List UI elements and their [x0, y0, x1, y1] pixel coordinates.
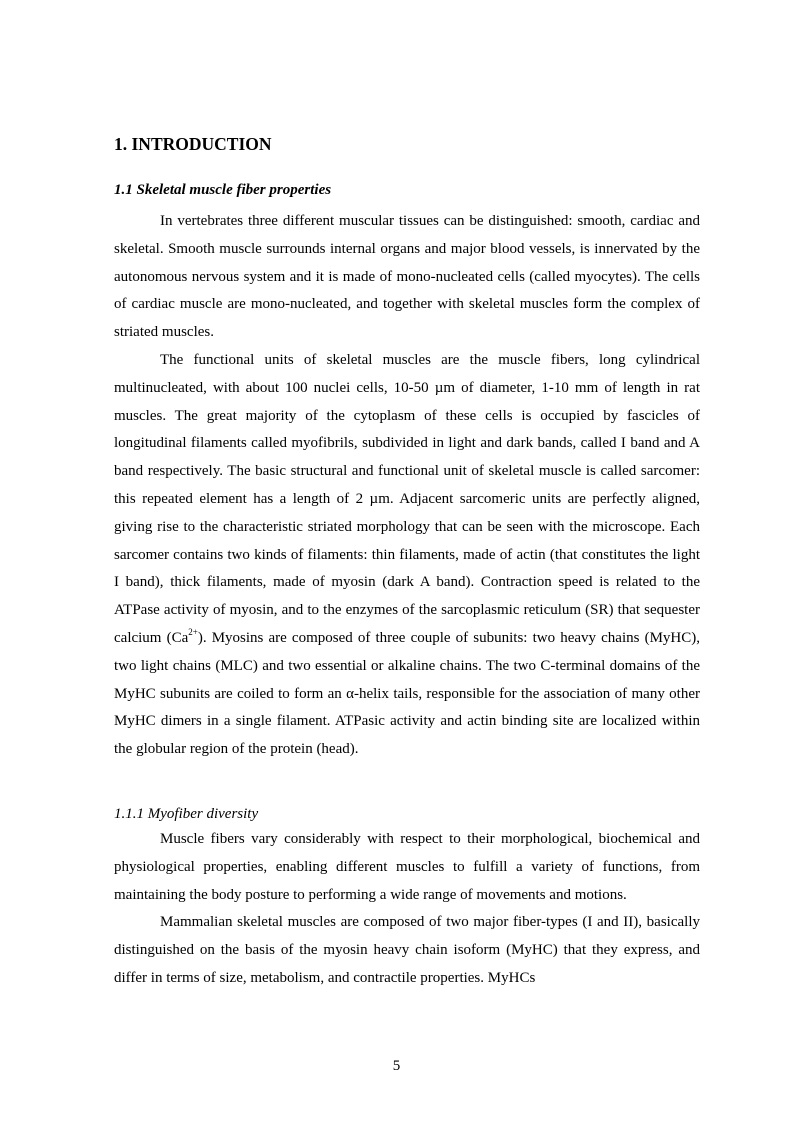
subsection-heading: 1.1.1 Myofiber diversity — [114, 805, 259, 822]
paragraph-tissues: In vertebrates three different muscular tissues can be distinguished: smooth, cardiac and skeletal. Smooth muscle surrounds internal organs and major blood vessels, is innervated by the autonomous nervous system and it is made of mono-nucleated cells (called myocytes). The cells of cardiac muscle are mono-nucleated, and together with skeletal muscles form the complex of striated muscles. — [114, 213, 700, 341]
paragraph-fibers-tail: ). Myosins are composed of three couple of subunits: two heavy chains (MyHC), two light chains (MLC) and two essential or alkaline chains. The two C-terminal domains of the MyHC subunits are coiled to form an α-helix tails, responsible for the association of many other MyHC dimers in a single filament. ATPasic activity and actin binding site are localized within the globular region of the protein (head). — [114, 629, 700, 758]
paragraph-fibers — [114, 347, 700, 764]
paragraph-fiber-types: Mammalian skeletal muscles are composed of two major fiber-types (I and II), basically distinguished on the basis of the myosin heavy chain isoform (MyHC) that they express, and differ in terms of size, metabolism, and contractile properties. MyHCs — [114, 914, 700, 986]
calcium-superscript: 2+ — [188, 626, 198, 637]
paragraph-diversity: Muscle fibers vary considerably with respect to their morphological, biochemical and physiological properties, enabling different muscles to fulfill a variety of functions, from maintaining the body posture to performing a wide range of movements and motions. — [114, 830, 700, 903]
chapter-heading: 1. INTRODUCTION — [114, 134, 272, 154]
page-number: 5 — [392, 1058, 401, 1074]
paragraph-fibers-text: The functional units of skeletal muscles are the muscle fibers, long cylindrical multinucleated, with about 100 nuclei cells, 10-50 µm of diameter, 1-10 mm of length in rat muscles. The great majority of the cytoplasm of these cells is occupied by fascicles of longitudinal filaments called myofibrils, subdivided in light and dark bands, called I band and A band respectively. The basic structural and functional unit of skeletal muscle is called sarcomer: this repeated element has a length of 2 µm. Adjacent sarcomeric units are perfectly aligned, giving rise to the characteristic striated morphology that can be seen with the microscope. Each sarcomer contains two kinds of filaments: thin filaments, made of actin (that constitutes the light I band), thick filaments, made of myosin (dark A band). Contraction speed is related to the ATPase activity of myosin, and to the enzymes of the sarcoplasmic reticulum (SR) that sequester calcium (Ca — [114, 351, 700, 646]
section-gap — [114, 764, 700, 802]
page-content — [114, 132, 700, 993]
section-heading: 1.1 Skeletal muscle fiber properties — [114, 182, 332, 198]
